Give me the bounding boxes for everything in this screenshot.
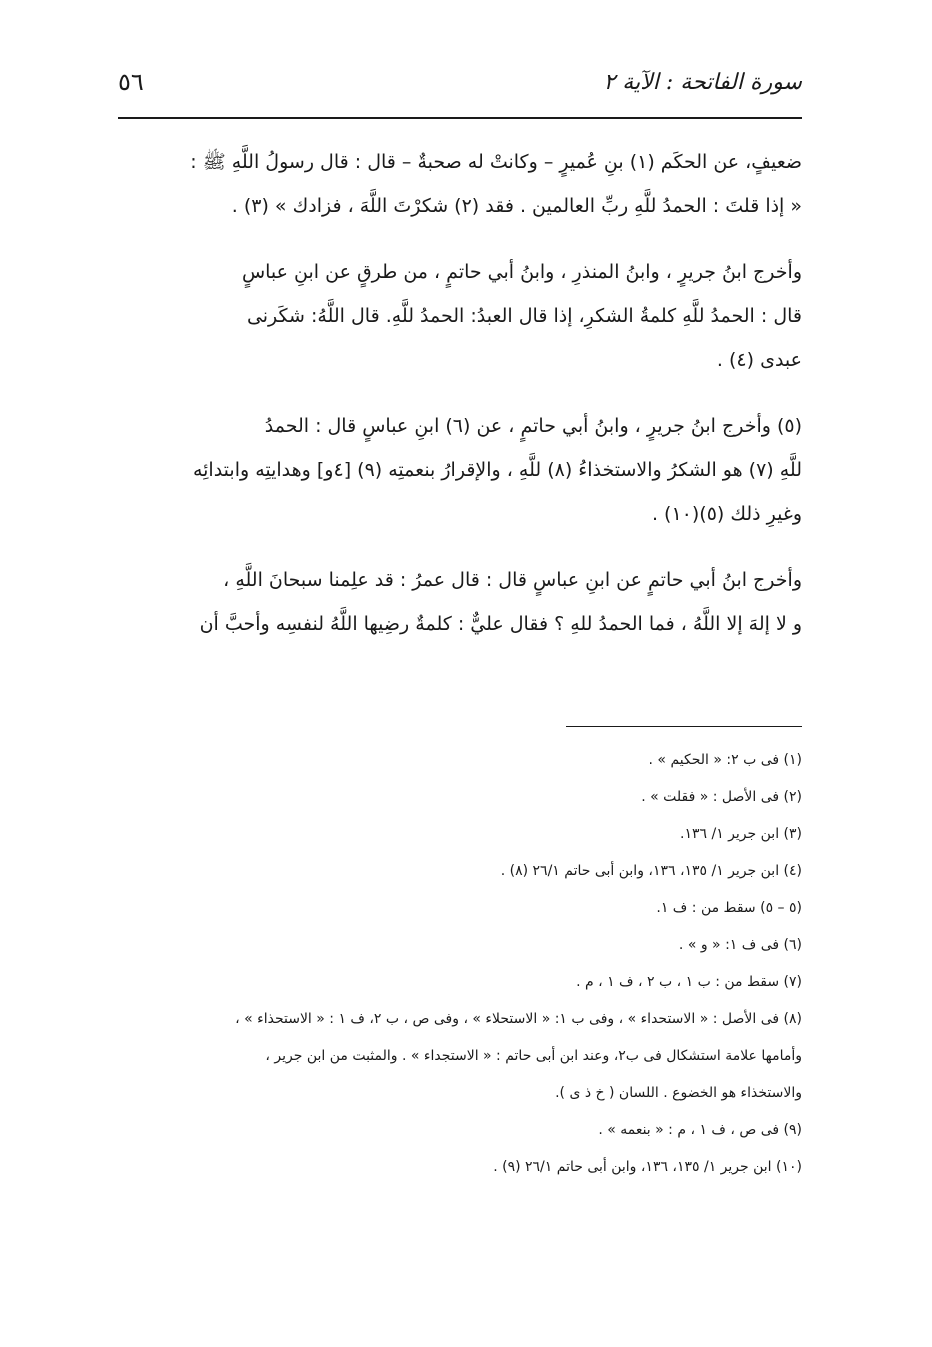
text-line: للَّهِ (٧) هو الشكرُ والاستخذاءُ (٨) للَّهِ ، والإقرارُ بنعمتِه (٩) [٤و] وهدايتِه وابتدائِه xyxy=(192,459,802,481)
paragraph xyxy=(118,250,802,382)
footnote: (٨) فى الأصل : « الاستحداء » ، وفى ب ١: « الاستحلاء » ، وفى ص ، ب ٢، ف ١ : « الاستحذاء » ، xyxy=(235,1011,802,1027)
text-line: ضعيفٍ، عن الحكَم (١) بنِ عُميرٍ – وكانتْ له صحبةٌ – قال : قال رسولُ اللَّهِ ﷺ : xyxy=(190,151,802,173)
footnote: (٢) فى الأصل : « فقلت » . xyxy=(641,789,802,805)
text-line: و لا إلهَ إلا اللَّهُ ، فما الحمدُ للهِ ؟ فقال عليٌّ : كلمةٌ رضِيها اللَّهُ لنفسِه وأحبَّ أن xyxy=(199,613,802,635)
page-header xyxy=(118,62,802,102)
paragraph xyxy=(118,558,802,646)
footnote: (٩) فى ص ، ف ١ ، م : « بنعمه » . xyxy=(598,1122,802,1138)
footnote-continuation: والاستخذاء هو الخضوع . اللسان ( خ ذ ى ). xyxy=(555,1085,802,1101)
paragraph xyxy=(118,404,802,536)
text-line: وأخرج ابنُ جريرٍ ، وابنُ المنذرِ ، وابنُ أبي حاتمٍ ، من طرقٍ عن ابنِ عباسٍ xyxy=(241,261,802,283)
text-line: عبدى (٤) . xyxy=(716,349,802,371)
footnote-divider xyxy=(566,726,802,727)
text-line: وأخرج ابنُ أبي حاتمٍ عن ابنِ عباسٍ قال : قال عمرُ : قد علِمنا سبحانَ اللَّهِ ، xyxy=(223,569,802,591)
footnote: (٤) ابن جرير ١/ ١٣٥، ١٣٦، وابن أبى حاتم ٢٦/١ (٨) . xyxy=(500,863,802,879)
text-line: وغيرِ ذلك (٥)(١٠) . xyxy=(651,503,802,525)
running-title: سورة الفاتحة : الآية ٢ xyxy=(603,69,802,95)
footnote: (١) فى ب ٢: « الحكيم » . xyxy=(648,752,802,768)
header-divider xyxy=(118,117,802,119)
text-line: (٥) وأخرج ابنُ جريرٍ ، وابنُ أبي حاتمٍ ، عن (٦) ابنِ عباسٍ قال : الحمدُ xyxy=(264,415,802,437)
footnote: (٣) ابن جرير ١/ ١٣٦. xyxy=(680,826,802,842)
main-text xyxy=(118,140,802,668)
text-line: « إذا قلتَ : الحمدُ للَّهِ ربِّ العالمين . فقد (٢) شكرْتَ اللَّهَ ، فزادك » (٣) . xyxy=(231,195,802,217)
footnotes xyxy=(118,742,802,1186)
footnote-continuation: وأمامها علامة استشكال فى ب٢، وعند ابن أبى حاتم : « الاستجداء » . والمثبت من ابن جرير ، xyxy=(265,1048,802,1064)
footnote: (٦) فى ف ١: « و » . xyxy=(678,937,802,953)
paragraph xyxy=(118,140,802,228)
page-number: ٥٦ xyxy=(118,68,144,96)
text-line: قال : الحمدُ للَّهِ كلمةُ الشكرِ، إذا قال العبدُ: الحمدُ للَّهِ. قال اللَّهُ: شكَرنى xyxy=(246,305,802,327)
footnote: (٥ – ٥) سقط من : ف ١. xyxy=(656,900,802,916)
footnote: (١٠) ابن جرير ١/ ١٣٥، ١٣٦، وابن أبى حاتم ٢٦/١ (٩) . xyxy=(493,1159,802,1175)
footnote: (٧) سقط من : ب ١ ، ب ٢ ، ف ١ ، م . xyxy=(576,974,802,990)
